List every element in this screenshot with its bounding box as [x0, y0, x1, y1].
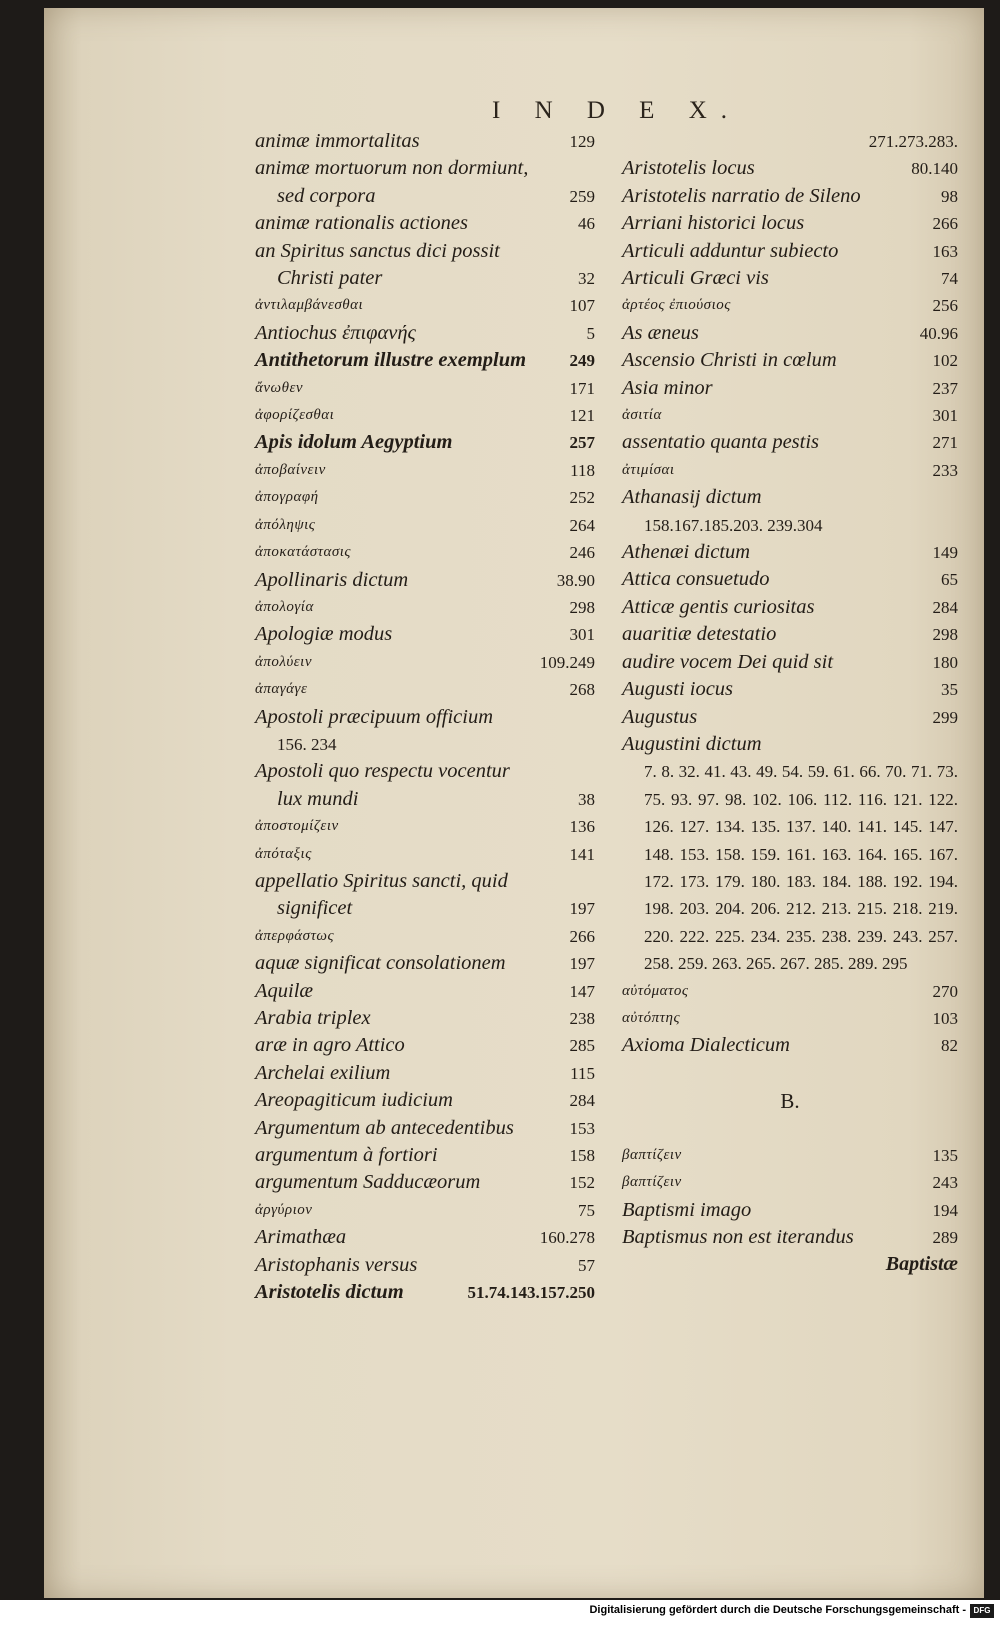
index-entry [622, 704, 958, 731]
index-term: Areopagiticum iudicium [255, 1089, 453, 1112]
index-entry [622, 375, 958, 402]
index-term: Ascensio Christi in cœlum [622, 349, 837, 372]
index-term: Atticæ gentis curiositas [622, 595, 815, 618]
index-term: αὐτόπτης [622, 1009, 681, 1026]
index-term: ἀπόταξις [255, 845, 312, 862]
index-entry [255, 539, 595, 566]
page-references: 299 [932, 707, 958, 727]
index-entry [622, 484, 958, 539]
index-entry [255, 429, 595, 456]
page-references: 75 [578, 1200, 595, 1220]
index-term: Aristotelis narratio de Sileno [622, 184, 861, 207]
index-entry [255, 1087, 595, 1114]
index-term: Augustus [622, 705, 698, 728]
index-entry [622, 676, 958, 703]
page-references: 149 [932, 543, 958, 563]
index-entry [255, 923, 595, 950]
index-entry [255, 210, 595, 237]
index-term: αὐτόματος [622, 982, 689, 999]
index-term: ἀπογραφή [255, 489, 319, 506]
index-entry [255, 402, 595, 429]
index-entry [255, 292, 595, 319]
page-references: 38.90 [556, 570, 595, 590]
index-entry [622, 238, 958, 265]
index-term: ἀπολογία [255, 598, 314, 615]
index-term: Arabia triplex [255, 1007, 371, 1029]
index-entry [255, 621, 595, 648]
page-references: 136 [569, 817, 595, 837]
index-term: Aristotelis locus [622, 157, 755, 180]
page-references: 74 [941, 269, 958, 289]
index-entry [622, 1169, 958, 1196]
page-references: 160.278 [539, 1228, 595, 1248]
index-entry [255, 484, 595, 511]
index-term: Articuli adduntur subiecto [622, 239, 839, 262]
index-entry [255, 457, 595, 484]
page-references: 65 [941, 570, 958, 590]
index-column-right [622, 128, 958, 1278]
page-references: 103 [932, 1008, 958, 1028]
page-references: 197 [569, 899, 595, 919]
page-references: 7. 8. 32. 41. 43. 49. 54. 59. 61. 66. 70. 71. 73. 75. 93. 97. 98. 102. 106. 112. 116. 121. 122. 126. 127. 134. 135. 137. 140. 141. 145. 147. 148. 153. 158. 159. 161. 163. 164. 165. 167. 172. 173. 179. 180. 183. 184. 188. 192. 194. 198. 203. 204. 206. 212. 213. 215. 218. 219. 220. 222. 225. 234. 235. 238. 239. 243. 257. 258. 259. 263. 265. 267. 285. 289. 295 [644, 762, 958, 974]
index-term: auaritiæ detestatio [622, 623, 777, 646]
index-term: As æneus [622, 321, 699, 344]
index-entry [255, 594, 595, 621]
index-entry [255, 347, 595, 374]
index-term: Argumentum ab antecedentibus [255, 1116, 514, 1139]
section-letter: B. [780, 1088, 800, 1113]
page-references: 147 [569, 981, 595, 1001]
index-entry [255, 1060, 595, 1087]
page-references: 298 [569, 597, 595, 617]
page-references: 51.74.143.157.250 [467, 1283, 595, 1303]
index-entry [622, 539, 958, 566]
page-references: 115 [570, 1063, 595, 1083]
page-references: 284 [932, 597, 958, 617]
page-references: 243 [932, 1173, 958, 1193]
index-term: Apostoli præcipuum officium [255, 705, 494, 728]
index-term: ἀποκατάστασις [255, 544, 351, 561]
page-references: 252 [569, 488, 595, 508]
index-entry [622, 621, 958, 648]
index-term: audire vocem Dei quid sit [622, 650, 834, 673]
page-references: 171 [569, 378, 595, 398]
index-term: Articuli Græci vis [622, 267, 769, 290]
index-term: Apis idolum Aegyptium [255, 431, 453, 454]
page-references: 271.273.283. [868, 131, 958, 151]
page-references: 194 [932, 1200, 958, 1220]
index-term: Attica consuetudo [622, 568, 770, 591]
index-term: Baptismus non est iterandus [622, 1226, 854, 1249]
index-term: Aristotelis dictum [255, 1281, 404, 1304]
index-term: aquæ significat consolationem [255, 952, 506, 975]
index-entry [255, 1005, 595, 1032]
page-references: 129 [569, 132, 595, 151]
index-entry [255, 649, 595, 676]
index-entry [255, 512, 595, 539]
index-term: Arimathæa [255, 1226, 347, 1249]
index-term: Arriani historici locus [622, 212, 805, 235]
page-references: 289 [932, 1228, 958, 1248]
page-references: 268 [569, 680, 595, 700]
page-references: 80.140 [911, 159, 958, 179]
index-entry [622, 1224, 958, 1251]
index-term: ἄνωθεν [255, 379, 304, 396]
index-term: Apologiæ modus [255, 623, 393, 646]
index-entry [255, 868, 595, 923]
index-entry [622, 978, 958, 1005]
page-references: 153 [569, 1118, 595, 1138]
page-references: 298 [932, 625, 958, 645]
index-term: Augusti iocus [622, 678, 734, 701]
index-entry [622, 731, 958, 978]
index-entry [622, 1142, 958, 1169]
index-term: Athenæi dictum [622, 541, 751, 564]
index-entry [255, 676, 595, 703]
page-references: 264 [569, 515, 595, 535]
index-term: appellatio Spiritus sancti, quid significet [255, 869, 508, 920]
index-entry [255, 1279, 595, 1306]
index-entry [622, 649, 958, 676]
page-references: 82 [941, 1036, 958, 1056]
page-references: 158.167.185.203. 239.304 [644, 515, 823, 535]
index-term: Antiochus ἐπιφανής [255, 321, 416, 344]
index-entry [255, 1169, 595, 1196]
index-entry [622, 128, 958, 155]
index-term: Antithetorum illustre exemplum [255, 349, 527, 372]
page-references: 118 [570, 460, 595, 480]
page-references: 259 [569, 186, 595, 206]
index-entry [255, 375, 595, 402]
page-references: 141 [569, 844, 595, 864]
index-entry [255, 1224, 595, 1251]
index-term: ἀποβαίνειν [255, 461, 326, 478]
page-references: 109.249 [539, 652, 595, 672]
index-term: an Spiritus sanctus dici possit Christi pater [255, 239, 500, 290]
index-column-left [255, 128, 595, 1306]
index-entry [255, 320, 595, 347]
index-term: ἀπολύειν [255, 653, 313, 670]
index-term: ἀπόληψις [255, 516, 316, 533]
index-entry [622, 566, 958, 593]
page-references: 40.96 [919, 323, 958, 343]
page-references: 5 [586, 323, 595, 343]
index-term: Apostoli quo respectu vocentur lux mundi [255, 760, 510, 810]
index-term: ἀρτέος ἐπιούσιος [622, 297, 731, 314]
index-entry [622, 347, 958, 374]
page-references: 35 [941, 680, 958, 700]
index-term: ἀργύριον [255, 1201, 313, 1218]
page-references: 163 [932, 241, 958, 261]
catchword: Baptistæ [885, 1253, 958, 1276]
index-entry [622, 1197, 958, 1224]
page-references: 246 [569, 543, 595, 563]
index-term: argumentum Sadducæorum [255, 1171, 481, 1194]
index-entry [255, 128, 595, 155]
page-references: 233 [932, 460, 958, 480]
page-references: 301 [569, 625, 595, 645]
index-term: Apollinaris dictum [255, 568, 409, 591]
index-term: Asia minor [622, 376, 713, 399]
index-entry [255, 813, 595, 840]
index-term: ἀτιμίσαι [622, 461, 675, 478]
index-entry [622, 429, 958, 456]
index-term: animæ mortuorum non dormiunt, sed corpora [255, 157, 529, 207]
index-term: Baptismi imago [622, 1198, 752, 1221]
index-entry [622, 183, 958, 210]
page-references: 46 [578, 214, 595, 234]
page-references: 98 [941, 186, 958, 206]
index-term: animæ rationalis actiones [255, 212, 468, 235]
index-entry [255, 704, 595, 759]
index-entry [622, 1032, 958, 1059]
index-entry [622, 210, 958, 237]
index-entry [622, 320, 958, 347]
index-term: βαπτίζειν [622, 1174, 682, 1191]
page-references: 266 [569, 926, 595, 946]
index-entry [255, 1197, 595, 1224]
index-term: ἀφορίζεσθαι [255, 407, 335, 424]
index-entry [622, 265, 958, 292]
index-entry [255, 1115, 595, 1142]
index-term: argumentum à fortiori [255, 1144, 438, 1167]
page-references: 135 [932, 1145, 958, 1165]
index-term: aræ in agro Attico [255, 1034, 405, 1057]
index-term: ἀσιτία [622, 407, 662, 424]
index-entry [622, 402, 958, 429]
page-references: 197 [569, 954, 595, 974]
page-references: 249 [569, 351, 595, 371]
index-term: Axioma Dialecticum [622, 1034, 790, 1057]
index-entry [255, 238, 595, 293]
page-references: 152 [569, 1173, 595, 1193]
index-entry [622, 292, 958, 319]
page-references: 158 [569, 1146, 595, 1166]
page-references: 301 [932, 406, 958, 426]
dfg-logo: DFG [970, 1604, 994, 1618]
page-references: 57 [578, 1255, 595, 1275]
page-references: 237 [932, 378, 958, 398]
index-entry [255, 950, 595, 977]
page-references: 285 [569, 1036, 595, 1056]
page-references: 32 [578, 269, 595, 289]
index-term: Aristophanis versus [255, 1253, 418, 1276]
page-header: I N D E X. [492, 97, 742, 124]
footer-credit: Digitalisierung gefördert durch die Deutsche Forschungsgemeinschaft - [589, 1604, 966, 1616]
index-term: ἀντιλαμβάνεσθαι [255, 297, 364, 314]
index-entry [622, 457, 958, 484]
page-references: 121 [569, 406, 595, 426]
index-term: Aquilæ [255, 979, 314, 1002]
index-entry [255, 758, 595, 813]
page-references: 266 [932, 214, 958, 234]
index-term: ἀπερφάστως [255, 927, 335, 944]
index-entry [255, 978, 595, 1005]
page-references: 238 [569, 1009, 595, 1028]
index-term: assentatio quanta pestis [622, 431, 820, 454]
index-term: Athanasij dictum [622, 486, 762, 509]
index-entry [622, 594, 958, 621]
index-entry [255, 1032, 595, 1059]
index-term: ἀπαγάγε [255, 681, 308, 698]
index-entry [622, 1005, 958, 1032]
index-term: animæ immortalitas [255, 130, 420, 152]
page-references: 180 [932, 652, 958, 672]
index-entry [255, 155, 595, 210]
index-entry [255, 1142, 595, 1169]
page-references: 156. 234 [277, 734, 337, 754]
page-references: 257 [569, 433, 595, 453]
page-references: 102 [932, 351, 958, 371]
index-entry [255, 841, 595, 868]
index-term: βαπτίζειν [622, 1146, 682, 1163]
index-entry [255, 567, 595, 594]
index-entry [255, 1252, 595, 1279]
index-term: Augustini dictum [622, 732, 762, 755]
page-references: 107 [569, 296, 595, 316]
page-references: 38 [578, 789, 595, 809]
page-references: 271 [932, 433, 958, 453]
page-references: 256 [932, 296, 958, 316]
digitization-footer [0, 1600, 1000, 1625]
page-references: 270 [932, 981, 958, 1001]
index-term: ἀποστομίζειν [255, 818, 339, 835]
index-term: Archelai exilium [255, 1061, 391, 1084]
page-references: 284 [569, 1091, 595, 1111]
index-entry [622, 155, 958, 182]
